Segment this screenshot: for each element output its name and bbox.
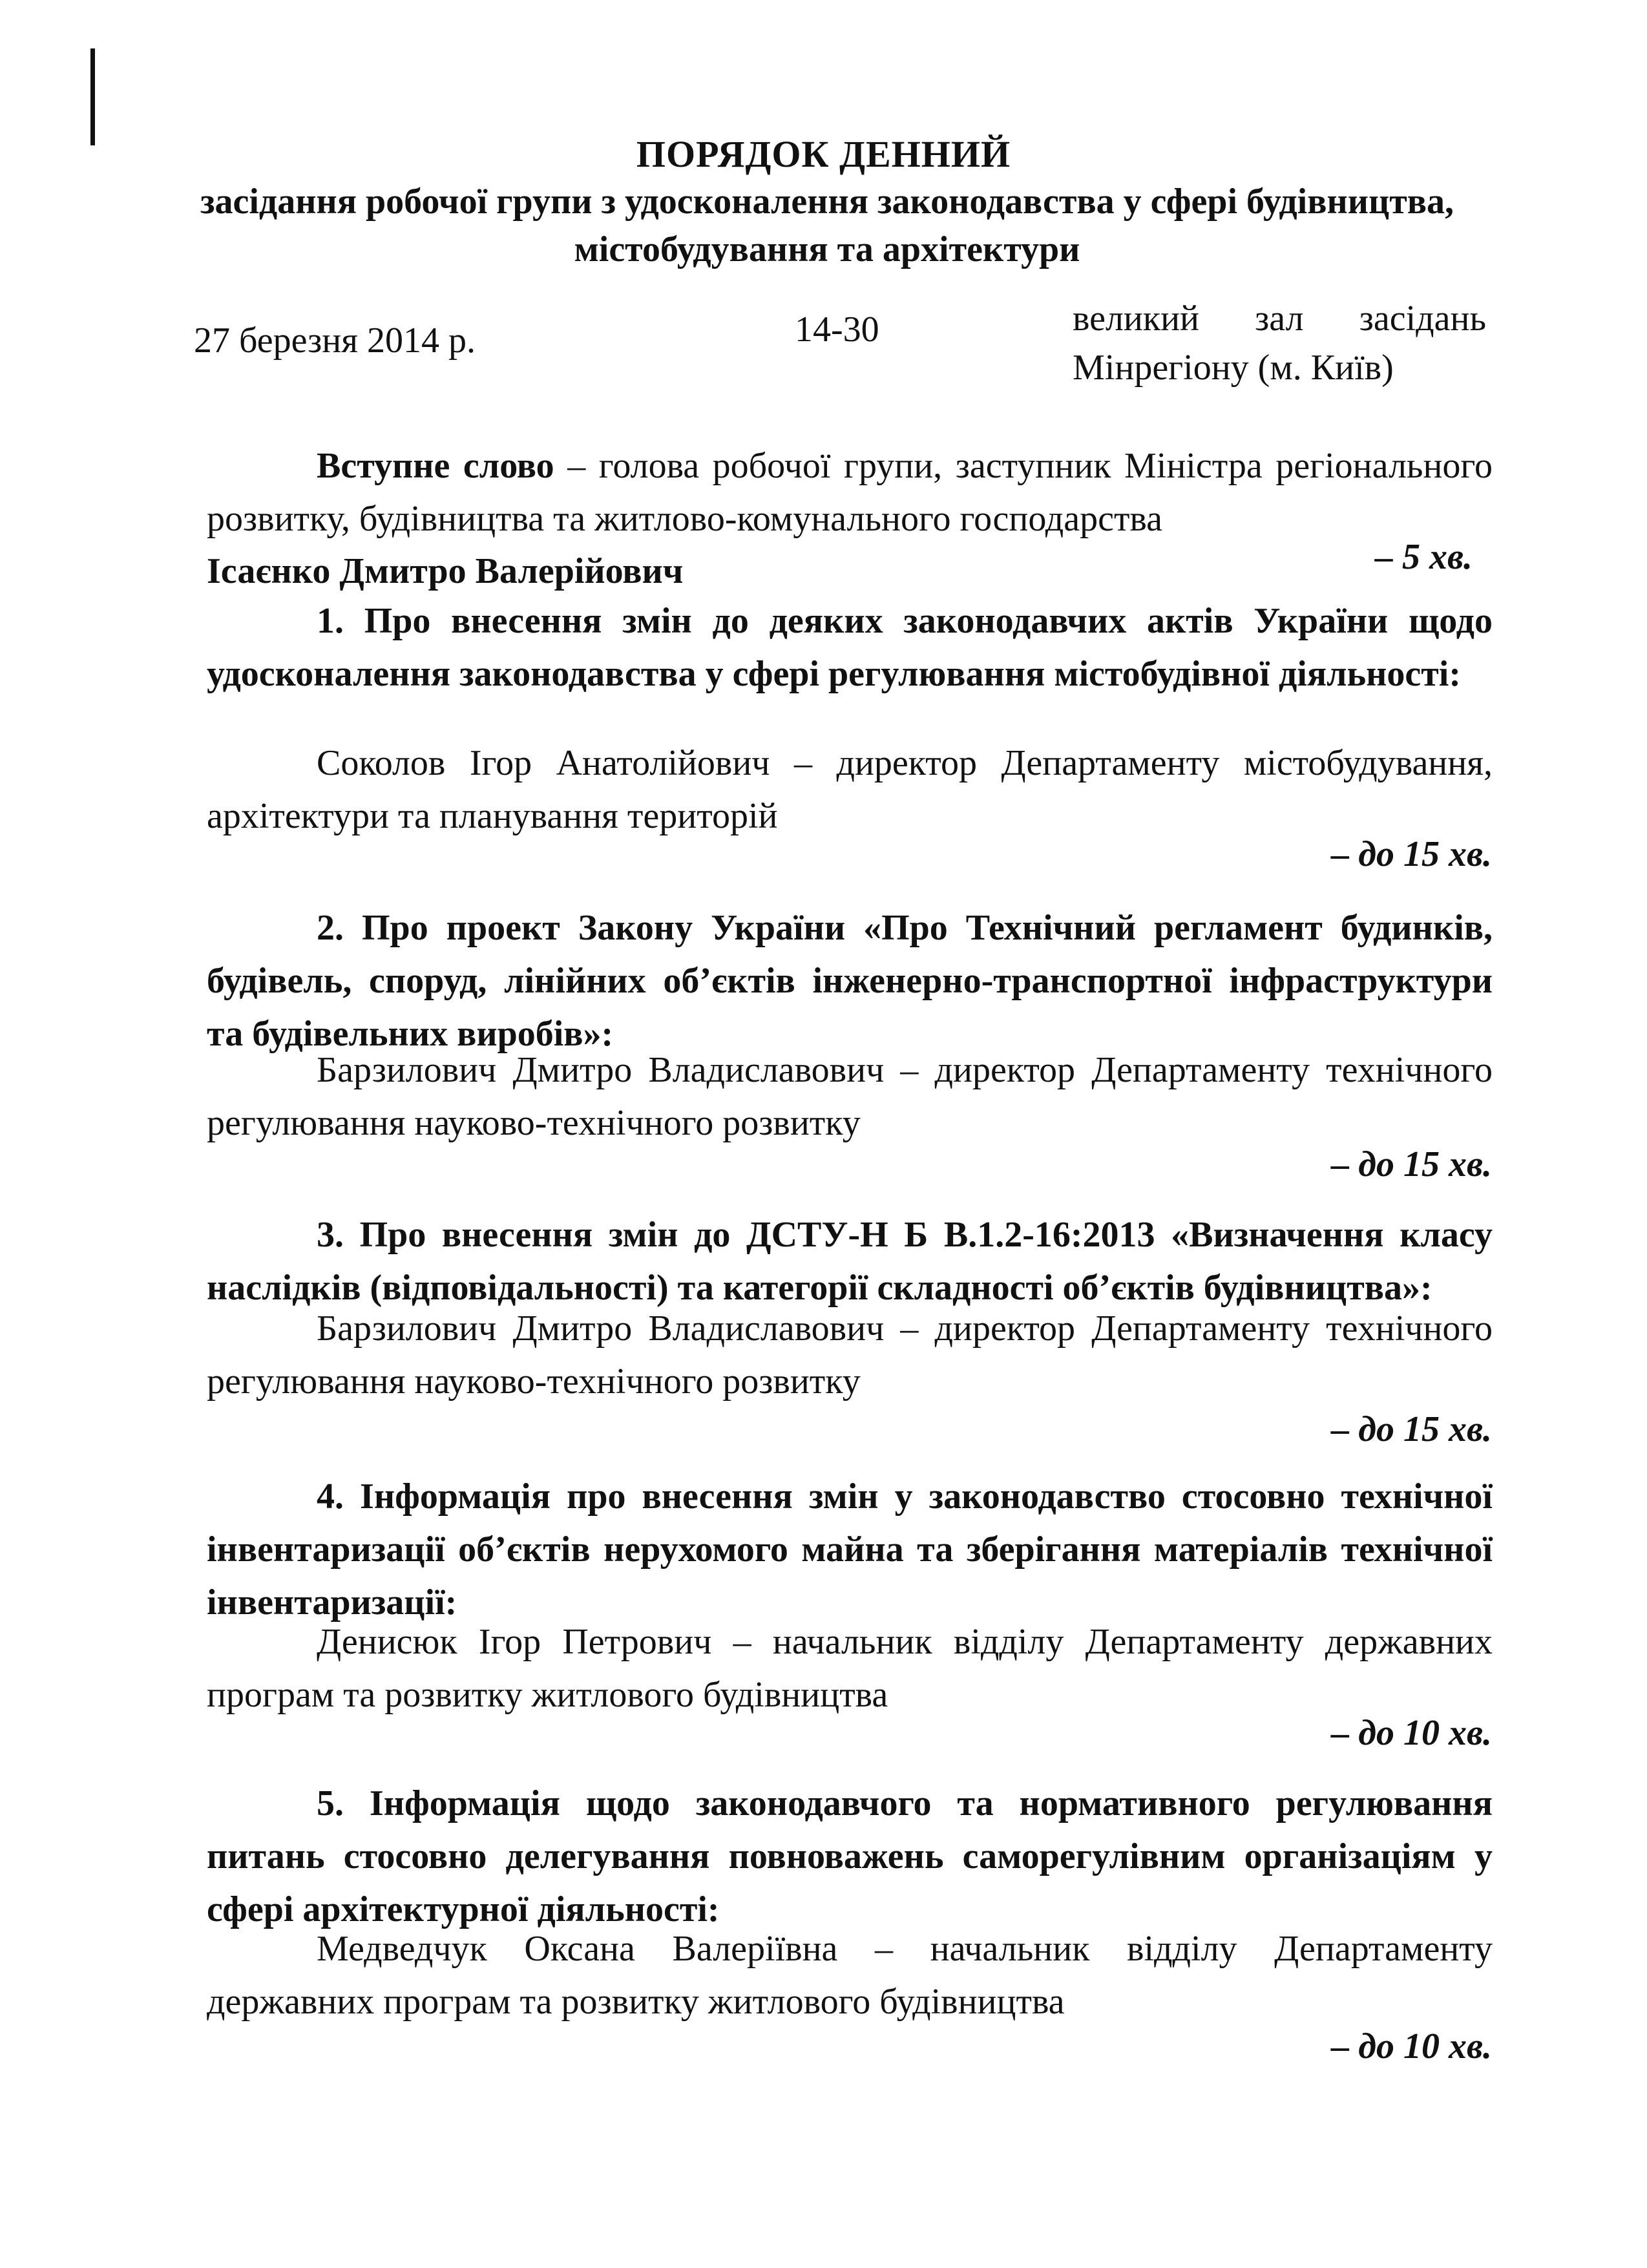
meeting-place: великий зал засідань Мінрегіону (м. Київ): [1073, 299, 1486, 388]
agenda-item-3-duration: – до 15 хв.: [1331, 1409, 1492, 1449]
agenda-item-5-duration: – до 10 хв.: [1331, 2026, 1492, 2066]
agenda-item-2-duration: – до 15 хв.: [1331, 1144, 1492, 1184]
agenda-item-2-speaker: Барзилович Дмитро Владиславович – директор Департаменту технічного регулювання науково-технічного розвитку: [207, 1050, 1493, 1143]
intro-duration: – 5 хв.: [1374, 537, 1473, 577]
meeting-time: 14-30: [795, 310, 879, 350]
intro-lead: Вступне слово: [317, 446, 554, 486]
agenda-item-5-title: 5. Інформація щодо законодавчого та нормативного регулювання питань стосовно делегування повноважень саморегулівним організаціям у сфері архітектурної діяльності:: [207, 1783, 1493, 1929]
agenda-item-3-speaker: Барзилович Дмитро Владиславович – директор Департаменту технічного регулювання науково-технічного розвитку: [207, 1308, 1493, 1402]
agenda-item-2-title: 2. Про проект Закону України «Про Технічний регламент будинків, будівель, споруд, лінійних об’єктів інженерно-транспортної інфраструктури та будівельних виробів»:: [207, 908, 1493, 1054]
scan-margin-mark: [90, 48, 95, 145]
agenda-item-1-speaker: Соколов Ігор Анатолійович – директор Департаменту містобудування, архітектури та планування територій: [207, 743, 1493, 836]
intro-text: – голова робочої групи, заступник Міністра регіонального розвитку, будівництва та житлово-комунального господарства: [207, 446, 1493, 539]
document-title: ПОРЯДОК ДЕННИЙ: [636, 133, 1011, 175]
agenda-item-4-duration: – до 10 хв.: [1331, 1713, 1492, 1753]
meeting-date: 27 березня 2014 р.: [194, 320, 476, 361]
agenda-item-5-speaker: Медведчук Оксана Валеріївна – начальник відділу Департаменту державних програм та розвитку житлового будівництва: [207, 1929, 1493, 2022]
agenda-item-1-duration: – до 15 хв.: [1331, 834, 1492, 874]
intro-paragraph: [207, 439, 1493, 545]
intro-speaker-name: Ісаєнко Дмитро Валерійович: [207, 551, 684, 591]
agenda-item-3-title: 3. Про внесення змін до ДСТУ-Н Б В.1.2-16:2013 «Визначення класу наслідків (відповідальності) та категорії складності об’єктів будівництва»:: [207, 1215, 1493, 1308]
agenda-item-4-speaker: Денисюк Ігор Петрович – начальник відділу Департаменту державних програм та розвитку житлового будівництва: [207, 1622, 1493, 1715]
agenda-item-1-title: 1. Про внесення змін до деяких законодавчих актів України щодо удосконалення законодавства у сфері регулювання містобудівної діяльності:: [207, 601, 1493, 694]
agenda-item-4-title: 4. Інформація про внесення змін у законодавство стосовно технічної інвентаризації об’єктів нерухомого майна та зберігання матеріалів технічної інвентаризації:: [207, 1476, 1493, 1622]
document-subtitle: засідання робочої групи з удосконалення законодавства у сфері будівництва, містобудування та архітектури: [200, 182, 1454, 269]
